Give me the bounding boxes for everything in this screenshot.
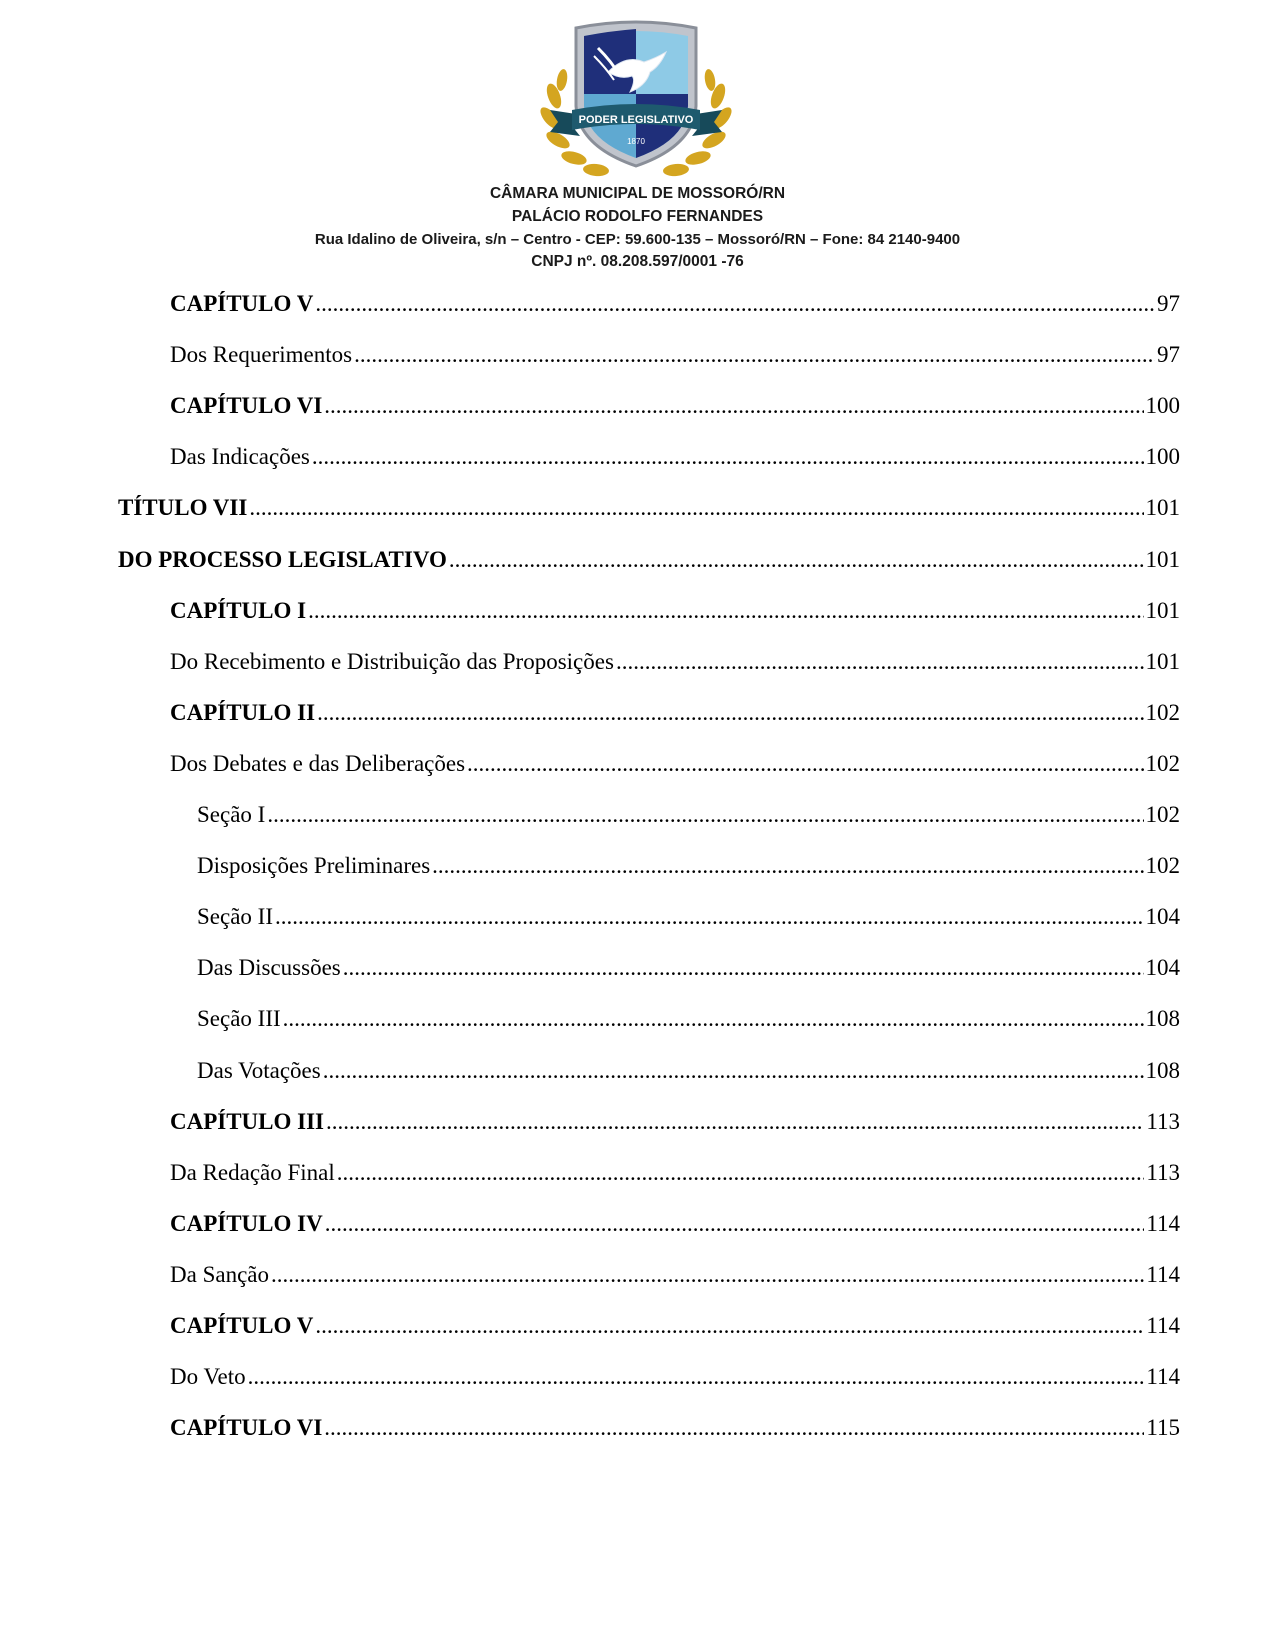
toc-leader-dots	[325, 1210, 1145, 1238]
toc-entry-page-number: 97	[1157, 342, 1180, 368]
toc-leader-dots	[449, 546, 1144, 574]
toc-leader-dots	[283, 1005, 1144, 1033]
toc-leader-dots	[324, 1414, 1144, 1442]
toc-entry-page-number: 114	[1146, 1210, 1180, 1236]
toc-leader-dots	[343, 954, 1144, 982]
toc-entry-label: Seção III	[197, 1006, 281, 1032]
palace-name: PALÁCIO RODOLFO FERNANDES	[511, 208, 764, 225]
toc-entry-label: Dos Debates e das Deliberações	[170, 750, 466, 776]
toc-leader-dots	[326, 1108, 1144, 1136]
toc-entry-label: TÍTULO VII	[118, 495, 248, 521]
toc-entry-label: CAPÍTULO I	[170, 597, 307, 623]
toc-leader-dots	[324, 392, 1143, 420]
toc-entry-label: Da Sanção	[170, 1261, 269, 1287]
toc-entry-page-number: 102	[1145, 699, 1180, 725]
toc-entry-page-number: 102	[1145, 853, 1180, 879]
toc-entry-label: CAPÍTULO IV	[170, 1210, 323, 1236]
ribbon-banner-icon	[550, 104, 722, 146]
toc-entry-label: CAPÍTULO VI	[170, 1415, 323, 1441]
toc-entry-label: Das Discussões	[197, 955, 341, 981]
svg-text:1870: 1870	[627, 137, 645, 146]
toc-entry[interactable]	[170, 597, 1180, 625]
toc-entry[interactable]	[197, 801, 1180, 829]
toc-leader-dots	[308, 597, 1143, 625]
toc-entry[interactable]	[170, 699, 1180, 727]
toc-entry-page-number: 108	[1145, 1006, 1180, 1032]
toc-leader-dots	[317, 699, 1143, 727]
toc-leader-dots	[267, 801, 1143, 829]
toc-entry[interactable]	[170, 1261, 1180, 1289]
toc-entry-label: CAPÍTULO V	[170, 291, 314, 316]
toc-entry[interactable]	[170, 392, 1180, 420]
toc-entry-page-number: 114	[1146, 1261, 1180, 1287]
toc-leader-dots	[271, 1261, 1144, 1289]
toc-entry[interactable]	[170, 290, 1180, 318]
toc-entry-page-number: 104	[1145, 904, 1180, 930]
toc-entry-label: Disposições Preliminares	[197, 853, 431, 879]
toc-entry-page-number: 101	[1145, 546, 1180, 572]
toc-entry-page-number: 101	[1145, 495, 1180, 521]
toc-entry[interactable]	[170, 648, 1180, 676]
toc-entry-label: Das Votações	[197, 1057, 321, 1083]
toc-leader-dots	[312, 443, 1144, 471]
toc-entry-label: Dos Requerimentos	[170, 342, 353, 368]
institution-name: CÂMARA MUNICIPAL DE MOSSORÓ/RN	[489, 185, 786, 202]
toc-entry-label: Da Redação Final	[170, 1159, 335, 1185]
toc-entry-page-number: 101	[1145, 597, 1180, 623]
toc-leader-dots	[275, 903, 1144, 931]
toc-leader-dots	[315, 290, 1155, 318]
toc-entry-page-number: 114	[1146, 1313, 1180, 1338]
toc-leader-dots	[354, 341, 1155, 369]
toc-entry[interactable]	[197, 852, 1180, 880]
toc-entry-page-number: 97	[1157, 291, 1180, 316]
toc-entry-label: Do Veto	[170, 1364, 246, 1390]
toc-entry[interactable]	[170, 1210, 1180, 1238]
toc-entry[interactable]	[170, 1108, 1180, 1136]
toc-entry-page-number: 114	[1146, 1364, 1180, 1390]
toc-entry-label: Seção I	[197, 802, 266, 827]
toc-entry[interactable]	[170, 750, 1180, 778]
toc-entry[interactable]	[170, 1159, 1180, 1187]
toc-entry[interactable]	[118, 546, 1180, 574]
svg-text:PODER LEGISLATIVO: PODER LEGISLATIVO	[578, 114, 694, 126]
toc-entry-label: CAPÍTULO V	[170, 1313, 314, 1338]
cnpj-line: CNPJ nº. 08.208.597/0001 -76	[531, 253, 744, 270]
toc-entry-page-number: 113	[1146, 1159, 1180, 1185]
toc-entry[interactable]	[170, 1363, 1180, 1391]
toc-entry[interactable]	[170, 443, 1180, 471]
toc-entry[interactable]	[170, 1312, 1180, 1340]
toc-entry-page-number: 113	[1146, 1108, 1180, 1134]
toc-entry[interactable]	[197, 903, 1180, 931]
toc-entry-page-number: 104	[1145, 955, 1180, 981]
toc-entry-page-number: 108	[1145, 1057, 1180, 1083]
toc-entry[interactable]	[170, 1414, 1180, 1442]
address-line: Rua Idalino de Oliveira, s/n – Centro - CEP: 59.600-135 – Mossoró/RN – Fone: 84 2140-9400	[314, 231, 961, 248]
toc-entry-label: Do Recebimento e Distribuição das Proposições	[170, 648, 614, 674]
toc-leader-dots	[467, 750, 1143, 778]
toc-entry[interactable]	[197, 1005, 1180, 1033]
toc-leader-dots	[337, 1159, 1145, 1187]
toc-entry-page-number: 102	[1145, 802, 1180, 827]
toc-leader-dots	[432, 852, 1143, 880]
toc-entry-label: Seção II	[197, 904, 273, 930]
toc-entry[interactable]	[197, 1057, 1180, 1085]
toc-entry-page-number: 102	[1145, 750, 1180, 776]
toc-leader-dots	[248, 1363, 1145, 1391]
toc-leader-dots	[323, 1057, 1144, 1085]
toc-entry[interactable]	[170, 341, 1180, 369]
toc-leader-dots	[315, 1312, 1144, 1340]
toc-entry-page-number: 115	[1146, 1415, 1180, 1441]
toc-entry-page-number: 100	[1145, 444, 1180, 470]
coat-of-arms-logo	[536, 14, 736, 184]
toc-entry[interactable]	[197, 954, 1180, 982]
toc-entry[interactable]	[118, 494, 1180, 522]
toc-entry-label: Das Indicações	[170, 444, 310, 470]
toc-entry-page-number: 101	[1145, 648, 1180, 674]
toc-entry-page-number: 100	[1145, 393, 1180, 419]
toc-entry-label: CAPÍTULO III	[170, 1108, 325, 1134]
toc-entry-label: CAPÍTULO II	[170, 699, 316, 725]
toc-leader-dots	[616, 648, 1144, 676]
toc-leader-dots	[249, 494, 1143, 522]
toc-entry-label: CAPÍTULO VI	[170, 393, 323, 419]
toc-entry-label: DO PROCESSO LEGISLATIVO	[118, 546, 447, 572]
